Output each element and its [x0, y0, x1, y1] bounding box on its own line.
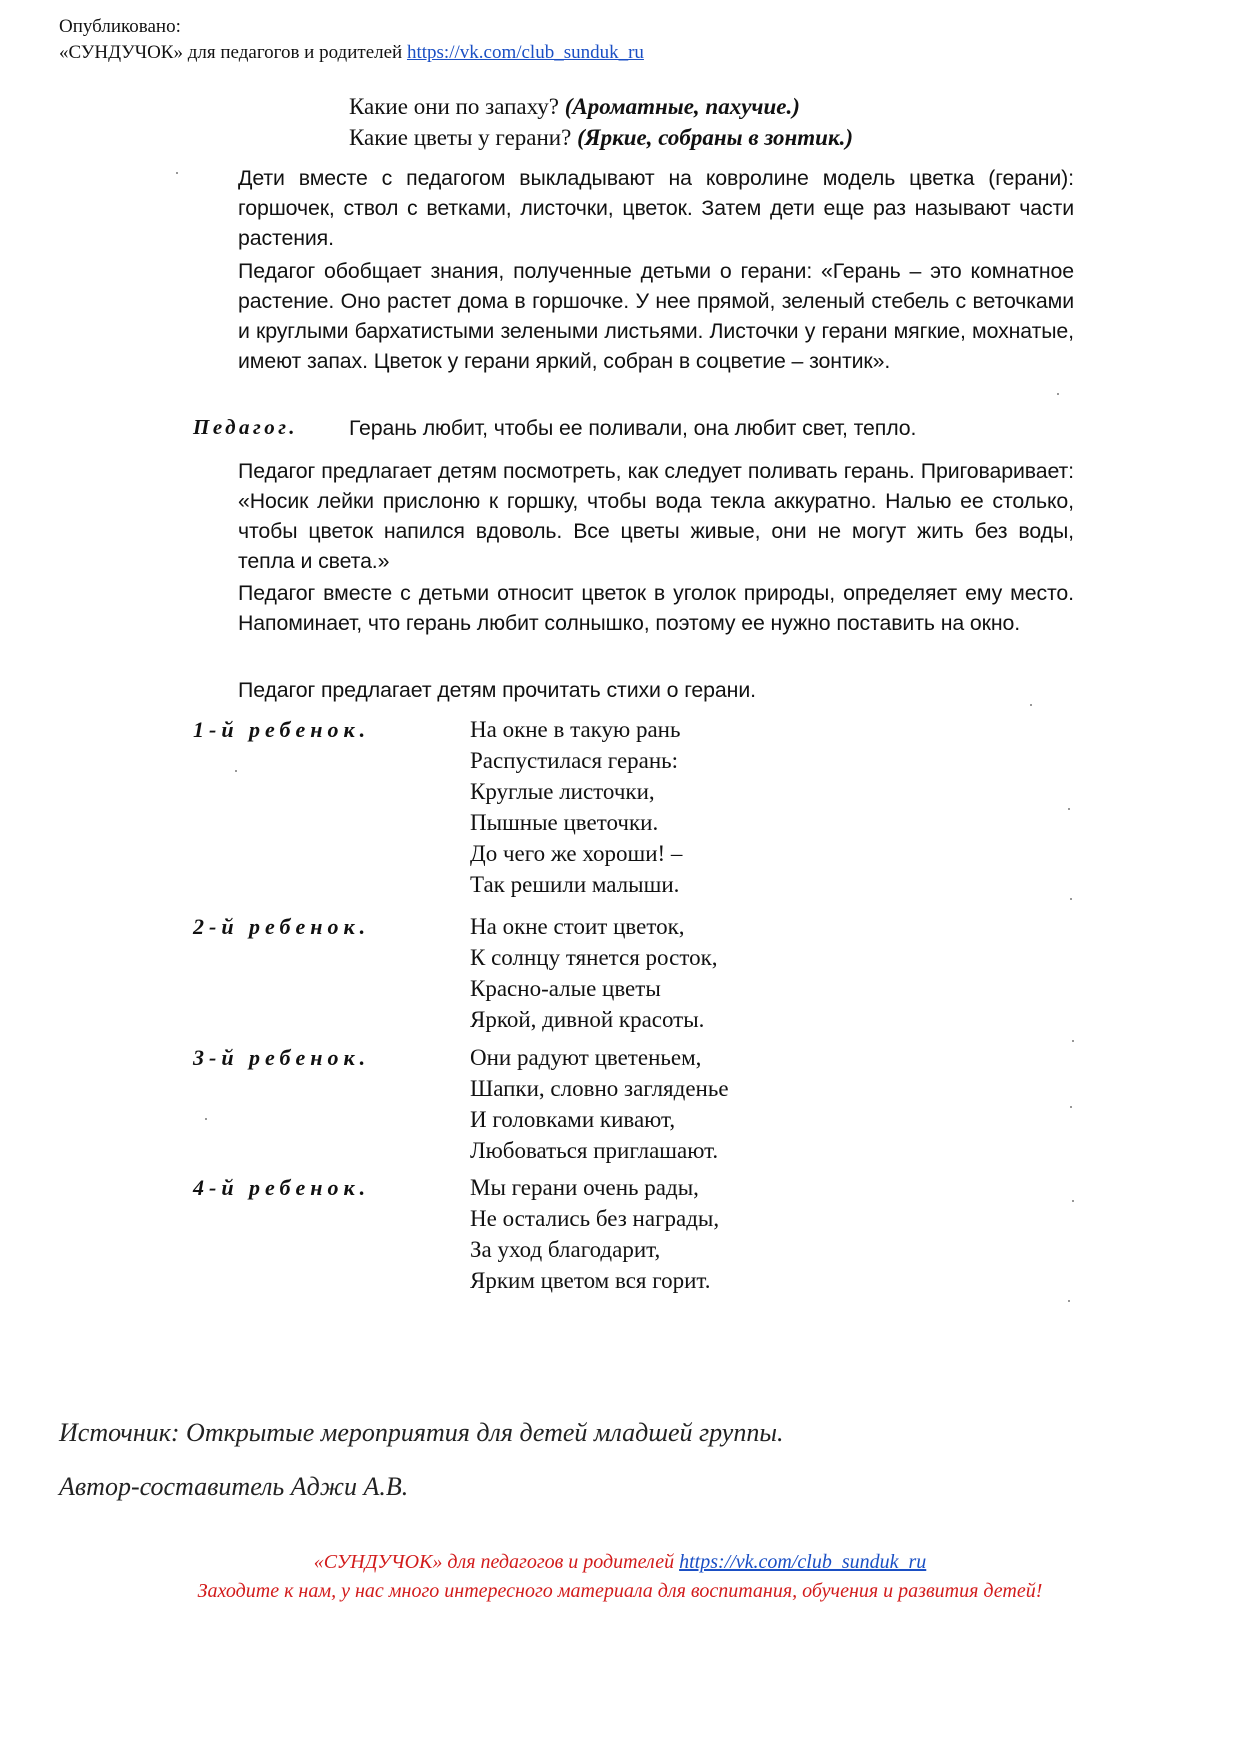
paragraph-summary: Педагог обобщает знания, полученные детьми о герани: «Герань – это комнатное растение. Оно растет дома в горшочке. У нее прямой, зеленый стебель с веточками и круглыми бархатистыми зелеными листьями. Листочки у герани мягкие, мохнатые, имеют запах. Цветок у герани яркий, собран в соцветие – зонтик».	[238, 259, 1074, 373]
poem-line: Они радуют цветеньем,	[470, 1045, 702, 1070]
speaker-label-teacher: Педагог.	[193, 415, 299, 439]
poem-3	[470, 1042, 729, 1166]
question-answer: (Яркие, собраны в зонтик.)	[577, 125, 854, 150]
question-smell	[349, 92, 800, 122]
poem-line: На окне стоит цветок,	[470, 914, 685, 939]
promo-vk-link[interactable]: https://vk.com/club_sunduk_ru	[679, 1551, 927, 1573]
published-label: Опубликовано:	[59, 16, 181, 37]
scan-speck	[1057, 393, 1059, 395]
scan-speck	[1030, 704, 1032, 706]
question-text: Какие цветы у герани?	[349, 125, 572, 150]
scan-speck	[205, 1118, 207, 1120]
question-answer: (Ароматные, пахучие.)	[564, 94, 800, 119]
question-flowers	[349, 123, 853, 153]
poem-line: На окне в такую рань	[470, 717, 681, 742]
author-line: Автор-составитель Аджи А.В.	[59, 1472, 409, 1501]
promo-site-name: «СУНДУЧОК» для педагогов и родителей	[313, 1551, 675, 1573]
poem-line: И головками кивают,	[470, 1107, 676, 1132]
poem-line: Красно-алые цветы	[470, 976, 661, 1001]
child-label-1: 1-й ребенок.	[193, 717, 371, 742]
poem-line: До чего же хороши! –	[470, 841, 683, 866]
question-text: Какие они по запаху?	[349, 94, 559, 119]
poem-line: Пышные цветочки.	[470, 810, 659, 835]
source-line: Источник: Открытые мероприятия для детей младшей группы.	[59, 1418, 784, 1447]
child-label-4: 4-й ребенок.	[193, 1175, 371, 1200]
poem-1	[470, 714, 682, 900]
header-vk-link[interactable]: https://vk.com/club_sunduk_ru	[406, 42, 644, 63]
poem-2	[470, 911, 718, 1035]
poem-line: Яркой, дивной красоты.	[470, 1007, 705, 1032]
poem-line: Любоваться приглашают.	[470, 1138, 719, 1163]
child-label-2: 2-й ребенок.	[193, 914, 371, 939]
scan-speck	[1068, 808, 1070, 810]
poem-line: Шапки, словно загляденье	[470, 1076, 729, 1101]
scan-speck	[235, 770, 237, 772]
header-site-line	[59, 40, 644, 66]
promo-line	[0, 1551, 1240, 1574]
scan-speck	[176, 172, 178, 174]
poem-line: Не остались без награды,	[470, 1206, 720, 1231]
scan-speck	[1072, 1200, 1074, 1202]
scan-speck	[1070, 1106, 1072, 1108]
paragraph-model: Дети вместе с педагогом выкладывают на ковролине модель цветка (герани): горшочек, ствол с ветками, листочки, цветок. Затем дети еще раз называют части растения.	[238, 166, 1074, 250]
header-site-name: «СУНДУЧОК» для педагогов и родителей	[59, 42, 403, 63]
scan-speck	[1072, 1040, 1074, 1042]
poem-line: Мы герани очень рады,	[470, 1175, 699, 1200]
promo-slogan: Заходите к нам, у нас много интересного материала для воспитания, обучения и развития детей!	[197, 1580, 1043, 1602]
paragraph-watering: Педагог предлагает детям посмотреть, как следует поливать герань. Приговаривает: «Носик лейки прислоню к горшку, чтобы вода текла аккуратно. Налью ее столько, чтобы цветок напился вдоволь. Все цветы живые, они не могут жить без воды, тепла и света.»	[238, 459, 1074, 573]
poem-line: За уход благодарит,	[470, 1237, 661, 1262]
poem-line: Круглые листочки,	[470, 779, 655, 804]
child-label-3: 3-й ребенок.	[193, 1045, 371, 1070]
teacher-line: Герань любит, чтобы ее поливали, она любит свет, тепло.	[349, 416, 917, 440]
paragraph-poems-intro: Педагог предлагает детям прочитать стихи о герани.	[238, 678, 756, 702]
paragraph-place: Педагог вместе с детьми относит цветок в уголок природы, определяет ему место. Напоминает, что герань любит солнышко, поэтому ее нужно поставить на окно.	[238, 581, 1074, 635]
poem-4	[470, 1172, 719, 1296]
poem-line: Так решили малыши.	[470, 872, 680, 897]
poem-line: К солнцу тянется росток,	[470, 945, 718, 970]
poem-line: Распустилася герань:	[470, 748, 679, 773]
scan-speck	[1068, 1300, 1070, 1302]
scan-speck	[1070, 898, 1072, 900]
poem-line: Ярким цветом вся горит.	[470, 1268, 711, 1293]
publication-header	[59, 14, 644, 66]
